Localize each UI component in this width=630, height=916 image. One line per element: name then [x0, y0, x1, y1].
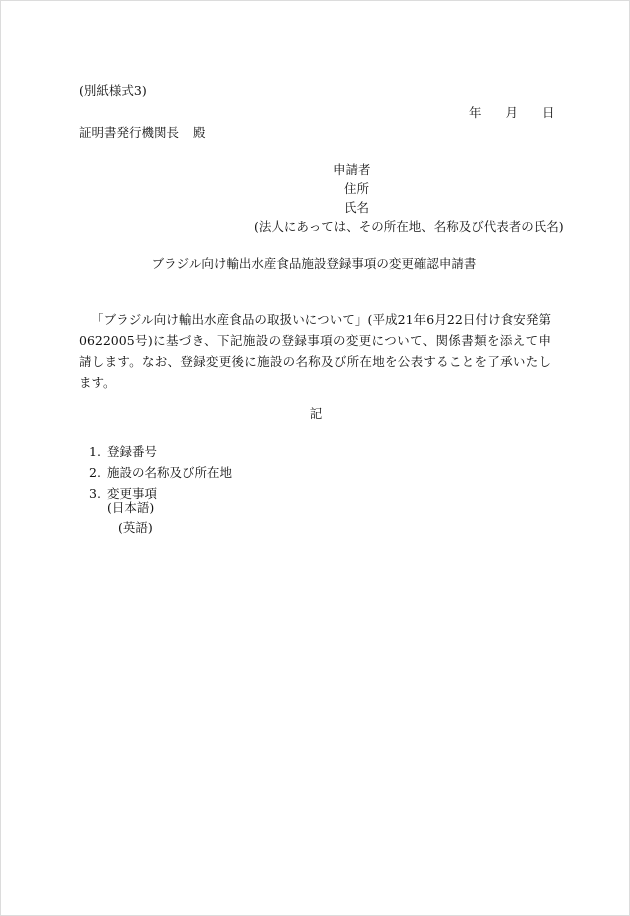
list-item	[89, 444, 232, 465]
applicant-address-label: 住所	[344, 181, 370, 196]
item-label: 変更事項	[107, 486, 158, 501]
date-line	[469, 105, 555, 122]
corporate-note: (法人にあっては、その所在地、名称及び代表者の氏名)	[254, 219, 564, 234]
body-paragraph: 「ブラジル向け輸出水産食品の取扱いについて」(平成21年6月22日付け食安発第0622005号)に基づき、下記施設の登録事項の変更について、関係書類を添えて申請します。なお、登録変更後に施設の名称及び所在地を公表することを了承いたします。	[79, 312, 551, 390]
applicant-name-label: 氏名	[344, 200, 370, 215]
document-title-row	[1, 256, 630, 273]
date-year: 年	[469, 105, 482, 120]
sub-item-english: (英語)	[118, 520, 153, 535]
date-month: 月	[505, 105, 519, 120]
sub-item-japanese: (日本語)	[107, 500, 155, 515]
recipient-line	[79, 125, 206, 142]
item-label: 登録番号	[107, 444, 158, 459]
item-number: 3.	[89, 486, 101, 501]
ki-heading: 記	[309, 406, 323, 421]
date-day: 日	[542, 105, 555, 120]
list-item	[89, 465, 232, 486]
item-number: 2.	[89, 465, 101, 480]
applicant-label: 申請者	[333, 162, 371, 177]
recipient-honorific: 殿	[193, 125, 206, 140]
recipient-title: 証明書発行機関長	[79, 125, 180, 140]
form-number: (別紙様式3)	[79, 83, 147, 98]
item-number: 1.	[89, 444, 101, 459]
item-label: 施設の名称及び所在地	[107, 465, 233, 480]
document-title: ブラジル向け輸出水産食品施設登録事項の変更確認申請書	[151, 256, 477, 271]
item-list	[89, 444, 232, 507]
